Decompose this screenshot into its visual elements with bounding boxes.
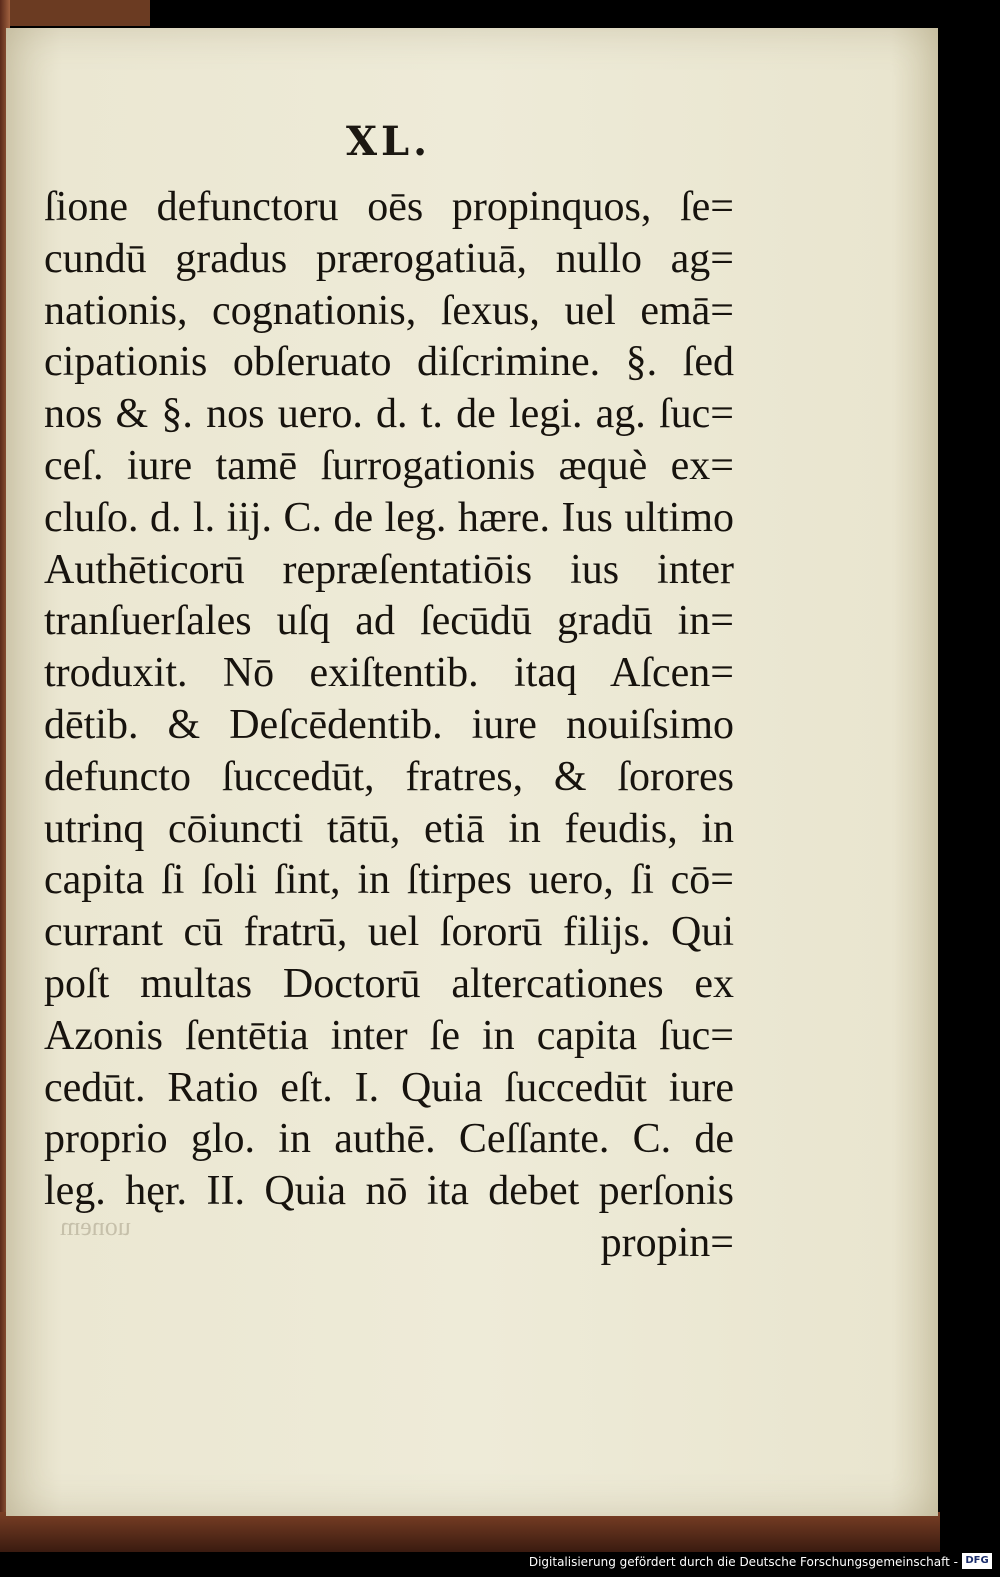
text-line: cluſo. d. l. iij. C. de leg. hære. Ius ultimo [44,494,734,541]
book-cover-bottom [0,1512,940,1552]
text-line: Azonis ſentētia inter ſe in capita ſuc= [44,1012,734,1059]
folio-number: XL. [346,118,432,165]
book-cover-top [0,0,150,26]
text-line: ceſ. iure tamē ſurrogationis æquè ex= [44,442,734,489]
text-line: troduxit. Nō exiſtentib. itaq Aſcen= [44,650,734,697]
text-line: nos & §. nos uero. d. t. de legi. ag. ſuc= [44,391,734,438]
text-line: proprio glo. in authē. Ceſſante. C. de [44,1116,734,1163]
text-line: tranſuerſales uſq ad ſecūdū gradū in= [44,598,734,645]
catchword: propin= [600,1219,734,1266]
funding-credit: Digitalisierung gefördert durch die Deutsche Forschungsgemeinschaft - [528,1555,958,1569]
text-line: cundū gradus prærogatiuā, nullo ag= [44,235,734,282]
text-line: currant cū fratrū, uel ſororū filijs. Qui [44,909,734,956]
text-line: defuncto ſuccedūt, fratres, & ſorores [44,753,734,800]
text-line: Authēticorū repræſentatiōis ius inter [44,546,734,593]
dfg-logo: DFG [962,1553,992,1569]
show-through-text: uonem [60,1212,131,1241]
text-line: nationis, cognationis, ſexus, uel emā= [44,287,734,334]
text-line: poſt multas Doctorū altercationes ex [44,960,734,1007]
text-line: capita ſi ſoli ſint, in ſtirpes uero, ſi cō= [44,857,734,904]
text-line: cedūt. Ratio eſt. I. Quia ſuccedūt iure [44,1064,734,1111]
text-line: leg. hęr. II. Quia nō ita debet perſonis [44,1168,734,1215]
text-line: utrinq cōiuncti tātū, etiā in feudis, in [44,805,734,852]
text-block [44,182,734,1270]
text-line: cipationis obſeruato diſcrimine. §. ſed [44,339,734,386]
text-line: ſione defunctoru oēs propinquos, ſe= [44,184,734,230]
text-line: dētib. & Deſcēdentib. iure nouiſsimo [44,701,734,748]
